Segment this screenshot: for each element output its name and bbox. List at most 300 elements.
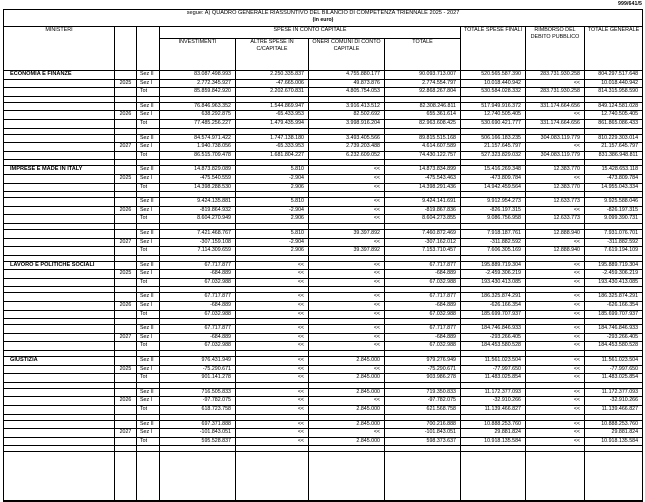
cell-total-final: 10.888.253.760 — [461, 420, 526, 429]
year-spacer — [115, 310, 137, 319]
ministry-spacer — [4, 88, 115, 97]
table-row — [4, 397, 643, 406]
cell-common-charges: << — [309, 206, 385, 215]
year-label: 2026 — [115, 397, 137, 406]
cell-capital-total: 4.614.607.589 — [385, 143, 461, 152]
table-row — [4, 293, 643, 302]
cell-common-charges: 4.805.754.053 — [309, 88, 385, 97]
document-subtitle: (in euro) — [312, 17, 334, 24]
ministry-spacer — [4, 143, 115, 152]
cell-other-capital: << — [236, 310, 309, 319]
ministry-spacer — [4, 238, 115, 247]
section-label: Tot — [137, 342, 160, 351]
cell-debt-repayment: << — [526, 293, 585, 302]
cell-common-charges: 2.739.203.488 — [309, 143, 385, 152]
header-capital-total: TOTALE — [385, 39, 461, 71]
cell-investments: -75.290.671 — [160, 365, 236, 374]
section-label: Sez II — [137, 134, 160, 143]
cell-debt-repayment: 304.083.119.779 — [526, 151, 585, 160]
cell-capital-total: 67.032.988 — [385, 310, 461, 319]
cell-investments: 697.371.888 — [160, 420, 236, 429]
cell-total-final: 195.889.719.304 — [461, 261, 526, 270]
ministry-spacer — [4, 206, 115, 215]
filler-cell — [385, 452, 461, 501]
cell-grand-total: 9.925.588.046 — [585, 198, 643, 207]
table-row — [4, 429, 643, 438]
year-spacer — [115, 102, 137, 111]
cell-grand-total: 810.229.303.014 — [585, 134, 643, 143]
cell-other-capital: << — [236, 342, 309, 351]
cell-other-capital: << — [236, 437, 309, 446]
cell-investments: 901.141.278 — [160, 374, 236, 383]
cell-other-capital: << — [236, 365, 309, 374]
table-row — [4, 206, 643, 215]
cell-grand-total: 186.325.874.291 — [585, 293, 643, 302]
cell-investments: 67.032.988 — [160, 342, 236, 351]
filler-cell — [526, 452, 585, 501]
ministry-spacer — [4, 365, 115, 374]
cell-capital-total: 8.604.273.855 — [385, 215, 461, 224]
section-label: Sez I — [137, 206, 160, 215]
ministry-name: GIUSTIZIA — [4, 357, 115, 366]
cell-debt-repayment: << — [526, 397, 585, 406]
cell-investments: 9.424.135.881 — [160, 198, 236, 207]
cell-common-charges: << — [309, 261, 385, 270]
cell-capital-total: -475.543.463 — [385, 174, 461, 183]
year-label: 2025 — [115, 365, 137, 374]
section-label: Sez I — [137, 111, 160, 120]
section-label: Tot — [137, 215, 160, 224]
section-label: Sez I — [137, 429, 160, 438]
ministry-spacer — [4, 247, 115, 256]
cell-other-capital: << — [236, 420, 309, 429]
cell-grand-total: 15.428.653.118 — [585, 166, 643, 175]
cell-grand-total: -311.882.592 — [585, 238, 643, 247]
cell-grand-total: 14.955.043.334 — [585, 183, 643, 192]
cell-investments: -475.540.559 — [160, 174, 236, 183]
cell-total-final: 193.430.413.085 — [461, 278, 526, 287]
ministry-spacer — [4, 229, 115, 238]
cell-investments: 14.873.829.089 — [160, 166, 236, 175]
section-label: Sez II — [137, 357, 160, 366]
cell-total-final: 520.565.587.390 — [461, 71, 526, 80]
section-label: Tot — [137, 406, 160, 415]
year-spacer — [115, 229, 137, 238]
cell-common-charges: 39.397.892 — [309, 247, 385, 256]
cell-total-final: 530.690.421.777 — [461, 119, 526, 128]
year-spacer — [115, 119, 137, 128]
filler-cell — [137, 452, 160, 501]
cell-grand-total: 184.746.846.933 — [585, 325, 643, 334]
cell-common-charges: << — [309, 293, 385, 302]
cell-other-capital: << — [236, 374, 309, 383]
cell-total-final: -473.809.784 — [461, 174, 526, 183]
cell-total-final: 11.561.023.504 — [461, 357, 526, 366]
cell-grand-total: 11.483.025.854 — [585, 374, 643, 383]
year-spacer — [115, 151, 137, 160]
cell-total-final: 14.942.459.564 — [461, 183, 526, 192]
section-label: Sez II — [137, 388, 160, 397]
table-row — [4, 374, 643, 383]
cell-debt-repayment: 12.383.770 — [526, 166, 585, 175]
section-label: Sez II — [137, 166, 160, 175]
cell-debt-repayment: << — [526, 79, 585, 88]
cell-total-final: -32.910.266 — [461, 397, 526, 406]
cell-common-charges: 2.845.000 — [309, 357, 385, 366]
ministry-spacer — [4, 397, 115, 406]
cell-total-final: 10.018.440.942 — [461, 79, 526, 88]
cell-other-capital: << — [236, 429, 309, 438]
cell-debt-repayment: << — [526, 111, 585, 120]
cell-total-final: 11.483.025.854 — [461, 374, 526, 383]
cell-common-charges: << — [309, 342, 385, 351]
cell-common-charges: 2.845.000 — [309, 374, 385, 383]
cell-other-capital: 1.479.435.994 — [236, 119, 309, 128]
cell-common-charges: << — [309, 397, 385, 406]
cell-debt-repayment: 12.888.940 — [526, 247, 585, 256]
cell-debt-repayment: << — [526, 420, 585, 429]
cell-capital-total: 598.373.637 — [385, 437, 461, 446]
cell-debt-repayment: << — [526, 342, 585, 351]
cell-capital-total: 7.460.872.469 — [385, 229, 461, 238]
cell-debt-repayment: 283.731.930.258 — [526, 88, 585, 97]
cell-capital-total: 67.032.988 — [385, 278, 461, 287]
table-row — [4, 166, 643, 175]
section-label: Sez I — [137, 270, 160, 279]
cell-investments: 618.723.758 — [160, 406, 236, 415]
cell-capital-total: 67.717.877 — [385, 325, 461, 334]
cell-capital-total: 9.424.141.691 — [385, 198, 461, 207]
ministry-spacer — [4, 151, 115, 160]
section-label: Sez II — [137, 325, 160, 334]
cell-capital-total: 621.568.758 — [385, 406, 461, 415]
cell-other-capital: 2.202.670.831 — [236, 88, 309, 97]
year-spacer — [115, 342, 137, 351]
ministry-spacer — [4, 278, 115, 287]
header-grand-total: TOTALE GENERALE — [585, 27, 643, 71]
year-spacer — [115, 293, 137, 302]
table-row — [4, 247, 643, 256]
cell-grand-total: 10.018.440.942 — [585, 79, 643, 88]
table-row — [4, 102, 643, 111]
cell-other-capital: 5.810 — [236, 198, 309, 207]
section-label: Sez I — [137, 174, 160, 183]
table-row — [4, 261, 643, 270]
section-label: Tot — [137, 437, 160, 446]
year-label: 2025 — [115, 270, 137, 279]
year-spacer — [115, 134, 137, 143]
cell-investments: 638.292.875 — [160, 111, 236, 120]
table-row — [4, 333, 643, 342]
section-label: Tot — [137, 183, 160, 192]
section-label: Tot — [137, 374, 160, 383]
budget-table — [3, 9, 643, 502]
cell-capital-total: -684.889 — [385, 333, 461, 342]
cell-other-capital: << — [236, 333, 309, 342]
table-row — [4, 420, 643, 429]
title-row — [4, 10, 643, 27]
cell-capital-total: -307.162.012 — [385, 238, 461, 247]
cell-investments: -684.889 — [160, 302, 236, 311]
cell-grand-total: 184.453.580.528 — [585, 342, 643, 351]
table-row — [4, 238, 643, 247]
cell-debt-repayment: << — [526, 206, 585, 215]
cell-debt-repayment: << — [526, 174, 585, 183]
cell-investments: 1.940.738.056 — [160, 143, 236, 152]
header-common-capital-charges: ONERI COMUNI DI CONTO CAPITALE — [309, 39, 385, 71]
ministry-spacer — [4, 302, 115, 311]
cell-total-final: 517.949.916.372 — [461, 102, 526, 111]
cell-debt-repayment: 12.633.773 — [526, 215, 585, 224]
cell-total-final: 29.881.824 — [461, 429, 526, 438]
cell-debt-repayment: << — [526, 365, 585, 374]
cell-debt-repayment: << — [526, 333, 585, 342]
cell-other-capital: 2.906 — [236, 215, 309, 224]
cell-other-capital: 5.810 — [236, 166, 309, 175]
cell-grand-total: 861.865.086.433 — [585, 119, 643, 128]
cell-common-charges: << — [309, 270, 385, 279]
cell-common-charges: << — [309, 166, 385, 175]
table-row — [4, 71, 643, 80]
year-spacer — [115, 88, 137, 97]
ministry-spacer — [4, 310, 115, 319]
section-label: Sez II — [137, 420, 160, 429]
cell-capital-total: 92.868.267.804 — [385, 88, 461, 97]
cell-debt-repayment: << — [526, 437, 585, 446]
cell-capital-total: 700.216.888 — [385, 420, 461, 429]
cell-debt-repayment: 12.888.940 — [526, 229, 585, 238]
cell-debt-repayment: 283.731.930.258 — [526, 71, 585, 80]
ministry-spacer — [4, 293, 115, 302]
table-row — [4, 365, 643, 374]
cell-common-charges: 2.845.000 — [309, 437, 385, 446]
cell-other-capital: << — [236, 302, 309, 311]
year-spacer — [115, 388, 137, 397]
ministry-spacer — [4, 215, 115, 224]
cell-capital-total: -97.782.075 — [385, 397, 461, 406]
cell-investments: 67.717.877 — [160, 261, 236, 270]
cell-total-final: 184.746.846.933 — [461, 325, 526, 334]
ministry-name: ECONOMIA E FINANZE — [4, 71, 115, 80]
filler-cell — [236, 452, 309, 501]
cell-capital-total: 67.032.988 — [385, 342, 461, 351]
cell-common-charges: << — [309, 302, 385, 311]
cell-total-final: -311.882.592 — [461, 238, 526, 247]
cell-other-capital: << — [236, 270, 309, 279]
cell-capital-total: -819.867.836 — [385, 206, 461, 215]
cell-investments: -684.889 — [160, 333, 236, 342]
cell-debt-repayment: << — [526, 143, 585, 152]
cell-debt-repayment: << — [526, 278, 585, 287]
cell-grand-total: 804.297.517.648 — [585, 71, 643, 80]
cell-common-charges: 4.755.880.177 — [309, 71, 385, 80]
year-label: 2026 — [115, 206, 137, 215]
year-spacer — [115, 325, 137, 334]
table-row — [4, 174, 643, 183]
year-spacer — [115, 261, 137, 270]
table-row — [4, 310, 643, 319]
table-row — [4, 79, 643, 88]
cell-common-charges: 49.873.876 — [309, 79, 385, 88]
header-ministries: MINISTERI — [4, 27, 115, 71]
table-body — [4, 71, 643, 502]
cell-debt-repayment: << — [526, 388, 585, 397]
filler-cell — [309, 452, 385, 501]
cell-common-charges: << — [309, 325, 385, 334]
cell-total-final: 185.699.707.937 — [461, 310, 526, 319]
section-label: Sez II — [137, 71, 160, 80]
cell-capital-total: 2.774.554.797 — [385, 79, 461, 88]
section-label: Sez II — [137, 229, 160, 238]
filler-cell — [4, 452, 115, 501]
year-spacer — [115, 71, 137, 80]
cell-common-charges: << — [309, 174, 385, 183]
cell-total-final: -626.166.354 — [461, 302, 526, 311]
section-label: Sez I — [137, 238, 160, 247]
cell-investments: -101.843.051 — [160, 429, 236, 438]
cell-common-charges: << — [309, 183, 385, 192]
cell-investments: 67.717.877 — [160, 293, 236, 302]
cell-grand-total: 9.099.390.731 — [585, 215, 643, 224]
cell-other-capital: 1.544.869.947 — [236, 102, 309, 111]
year-label: 2027 — [115, 333, 137, 342]
cell-grand-total: 11.561.023.504 — [585, 357, 643, 366]
cell-common-charges: 2.845.000 — [309, 406, 385, 415]
ministry-name: IMPRESE E MADE IN ITALY — [4, 166, 115, 175]
header-year-spacer — [115, 27, 137, 71]
cell-other-capital: << — [236, 397, 309, 406]
table-row — [4, 388, 643, 397]
cell-debt-repayment: 12.383.770 — [526, 183, 585, 192]
ministry-spacer — [4, 374, 115, 383]
cell-investments: 83.087.498.993 — [160, 71, 236, 80]
cell-debt-repayment: 304.083.119.779 — [526, 134, 585, 143]
cell-capital-total: 7.153.710.457 — [385, 247, 461, 256]
cell-grand-total: 11.139.466.827 — [585, 406, 643, 415]
cell-total-final: -77.997.650 — [461, 365, 526, 374]
cell-grand-total: 10.888.253.760 — [585, 420, 643, 429]
ministry-spacer — [4, 102, 115, 111]
ministry-spacer — [4, 342, 115, 351]
ministry-spacer — [4, 388, 115, 397]
cell-other-capital: << — [236, 261, 309, 270]
cell-grand-total: 193.430.413.085 — [585, 278, 643, 287]
cell-common-charges: 3.493.405.566 — [309, 134, 385, 143]
cell-capital-total: -75.290.671 — [385, 365, 461, 374]
cell-total-final: 530.584.028.332 — [461, 88, 526, 97]
cell-common-charges: 2.845.000 — [309, 388, 385, 397]
cell-investments: 7.114.309.659 — [160, 247, 236, 256]
cell-total-final: 7.918.187.761 — [461, 229, 526, 238]
cell-grand-total: -626.166.354 — [585, 302, 643, 311]
section-label: Sez II — [137, 198, 160, 207]
cell-capital-total: -684.889 — [385, 270, 461, 279]
cell-other-capital: -47.665.006 — [236, 79, 309, 88]
ministry-spacer — [4, 174, 115, 183]
cell-investments: 7.421.468.767 — [160, 229, 236, 238]
cell-common-charges: << — [309, 198, 385, 207]
cell-investments: 67.717.877 — [160, 325, 236, 334]
cell-other-capital: << — [236, 357, 309, 366]
cell-other-capital: -2.904 — [236, 206, 309, 215]
cell-grand-total: -826.197.315 — [585, 206, 643, 215]
cell-other-capital: 2.906 — [236, 247, 309, 256]
cell-common-charges: << — [309, 365, 385, 374]
cell-grand-total: 7.931.076.701 — [585, 229, 643, 238]
cell-other-capital: 1.681.804.227 — [236, 151, 309, 160]
ministry-spacer — [4, 406, 115, 415]
cell-investments: 86.515.709.478 — [160, 151, 236, 160]
header-other-capital-expenses: ALTRE SPESE IN C/CAPITALE — [236, 39, 309, 71]
year-spacer — [115, 247, 137, 256]
cell-capital-total: 979.276.949 — [385, 357, 461, 366]
table-row — [4, 270, 643, 279]
cell-investments: -819.864.932 — [160, 206, 236, 215]
cell-capital-total: 67.717.877 — [385, 293, 461, 302]
year-label: 2027 — [115, 429, 137, 438]
table-head — [4, 10, 643, 71]
ministry-name: LAVORO E POLITICHE SOCIALI — [4, 261, 115, 270]
cell-common-charges: << — [309, 310, 385, 319]
table-row — [4, 215, 643, 224]
year-label: 2027 — [115, 238, 137, 247]
cell-capital-total: 655.361.614 — [385, 111, 461, 120]
ministry-spacer — [4, 198, 115, 207]
cell-investments: 85.859.842.920 — [160, 88, 236, 97]
year-label: 2026 — [115, 111, 137, 120]
cell-debt-repayment: 331.174.664.656 — [526, 119, 585, 128]
section-label: Tot — [137, 119, 160, 128]
cell-total-final: -826.197.315 — [461, 206, 526, 215]
cell-common-charges: 82.502.692 — [309, 111, 385, 120]
year-spacer — [115, 198, 137, 207]
cell-capital-total: 14.873.834.899 — [385, 166, 461, 175]
cell-investments: 77.485.256.227 — [160, 119, 236, 128]
cell-other-capital: 1.747.138.180 — [236, 134, 309, 143]
ministry-spacer — [4, 325, 115, 334]
table-row — [4, 198, 643, 207]
cell-debt-repayment: 331.174.664.656 — [526, 102, 585, 111]
cell-common-charges: 6.232.609.052 — [309, 151, 385, 160]
cell-total-final: 186.325.874.291 — [461, 293, 526, 302]
cell-capital-total: 74.430.122.757 — [385, 151, 461, 160]
cell-debt-repayment: << — [526, 302, 585, 311]
cell-debt-repayment: << — [526, 429, 585, 438]
cell-other-capital: << — [236, 293, 309, 302]
cell-debt-repayment: << — [526, 374, 585, 383]
cell-capital-total: 67.717.877 — [385, 261, 461, 270]
document-title-cell — [4, 10, 643, 27]
table-row — [4, 278, 643, 287]
cell-debt-repayment: << — [526, 238, 585, 247]
cell-total-final: 15.416.269.348 — [461, 166, 526, 175]
cell-common-charges: << — [309, 238, 385, 247]
cell-debt-repayment: << — [526, 357, 585, 366]
cell-common-charges: 3.916.413.512 — [309, 102, 385, 111]
cell-capital-total: 14.398.291.436 — [385, 183, 461, 192]
cell-investments: 67.032.988 — [160, 310, 236, 319]
cell-investments: 67.032.988 — [160, 278, 236, 287]
cell-total-final: -2.459.306.219 — [461, 270, 526, 279]
cell-investments: 84.574.971.422 — [160, 134, 236, 143]
ministry-spacer — [4, 111, 115, 120]
section-label: Tot — [137, 310, 160, 319]
cell-total-final: 506.166.183.235 — [461, 134, 526, 143]
cell-total-final: 7.606.305.169 — [461, 247, 526, 256]
cell-capital-total: -101.843.051 — [385, 429, 461, 438]
year-spacer — [115, 166, 137, 175]
ministry-spacer — [4, 333, 115, 342]
